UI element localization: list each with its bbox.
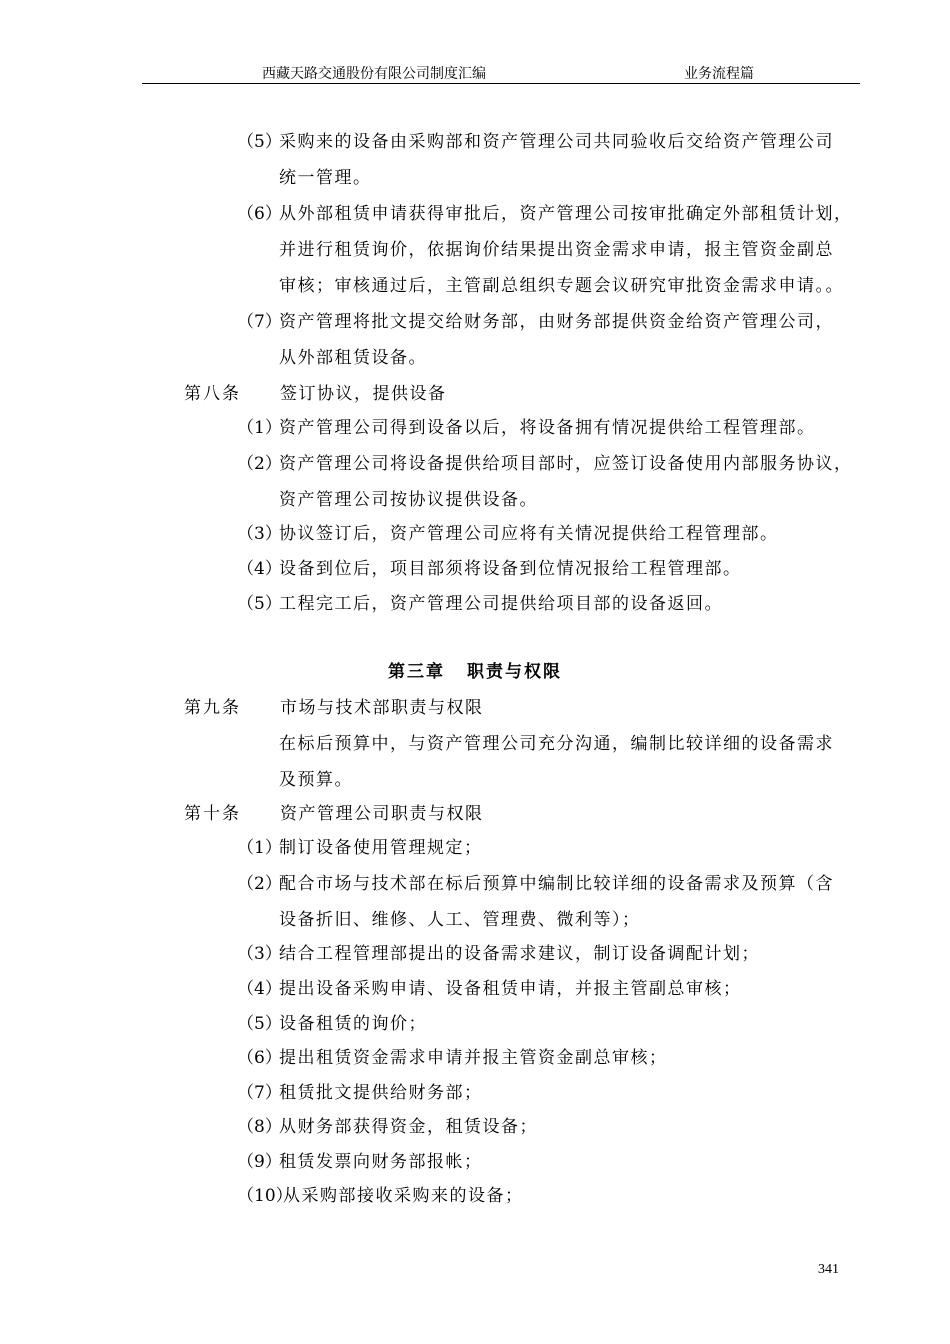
item-7 [237, 307, 834, 332]
item-text: 结合工程管理部提出的设备需求建议，制订设备调配计划； [279, 944, 760, 964]
article-9-text: 在标后预算中，与资产管理公司充分沟通，编制比较详细的设备需求 [279, 734, 834, 754]
article-10-heading [184, 799, 484, 824]
article-10-item-2-continued: 设备折旧、维修、人工、管理费、微利等）； [279, 910, 641, 930]
article-8-item-1 [237, 413, 816, 438]
item-number: （8） [237, 1117, 282, 1137]
article-label: 第十条 [184, 804, 241, 824]
article-label: 第九条 [184, 698, 241, 718]
item-number: （9） [237, 1152, 282, 1172]
article-10-item-9 [237, 1147, 483, 1172]
article-10-item-1 [237, 833, 483, 858]
item-number: （1） [237, 418, 282, 438]
article-8-item-2-continued: 资产管理公司按协议提供设备。 [279, 490, 538, 510]
item-6 [237, 199, 853, 224]
item-text: 从外部租赁申请获得审批后，资产管理公司按审批确定外部租赁计划， [279, 204, 853, 224]
article-title: 签订协议，提供设备 [280, 384, 447, 404]
article-10-item-7 [237, 1078, 483, 1103]
article-10-item-6 [237, 1043, 668, 1068]
item-text: 从财务部获得资金，租赁设备； [279, 1117, 538, 1137]
article-9-heading [184, 693, 484, 718]
item-number: （2） [237, 454, 282, 474]
article-10-item-5 [237, 1009, 427, 1034]
item-number: （7） [237, 1083, 282, 1103]
article-8-item-2 [237, 449, 853, 474]
item-7-continued: 从外部租赁设备。 [279, 348, 427, 368]
item-text: 采购来的设备由采购部和资产管理公司共同验收后交给资产管理公司 [279, 132, 834, 152]
item-text: 资产管理公司得到设备以后，将设备拥有情况提供给工程管理部。 [279, 418, 816, 438]
chapter-number: 第三章 [388, 662, 445, 682]
item-number: （2） [237, 874, 282, 894]
item-6-continued: 并进行租赁询价，依据询价结果提出资金需求申请，报主管资金副总 [279, 240, 834, 260]
item-text: 设备租赁的询价； [279, 1014, 427, 1034]
item-text: 提出设备采购申请、设备租赁申请，并报主管副总审核； [279, 979, 742, 999]
item-number: （3） [237, 524, 282, 544]
item-number: （10） [237, 1186, 293, 1206]
article-8-heading [184, 379, 447, 404]
item-number: （5） [237, 1014, 282, 1034]
article-10-item-10 [237, 1181, 524, 1206]
article-8-item-4 [237, 554, 742, 579]
article-10-item-2 [237, 869, 834, 894]
item-number: （7） [237, 312, 282, 332]
chapter-title: 职责与权限 [467, 662, 562, 682]
item-5-continued: 统一管理。 [279, 168, 372, 188]
item-text: 配合市场与技术部在标后预算中编制比较详细的设备需求及预算（含 [279, 874, 834, 894]
item-6-continued: 审核；审核通过后，主管副总组织专题会议研究审批资金需求申请。。 [279, 276, 844, 296]
item-text: 资产管理将批文提交给财务部，由财务部提供资金给资产管理公司， [279, 312, 834, 332]
item-number: （4） [237, 559, 282, 579]
article-8-item-5 [237, 589, 723, 614]
item-text: 租赁批文提供给财务部； [279, 1083, 483, 1103]
header-section-title: 业务流程篇 [684, 66, 754, 82]
item-number: （5） [237, 132, 282, 152]
item-text: 租赁发票向财务部报帐； [279, 1152, 483, 1172]
article-label: 第八条 [184, 384, 241, 404]
item-text: 资产管理公司将设备提供给项目部时，应签订设备使用内部服务协议， [279, 454, 853, 474]
item-text: 提出租赁资金需求申请并报主管资金副总审核； [279, 1048, 668, 1068]
article-title: 资产管理公司职责与权限 [280, 804, 484, 824]
article-9-text-continued: 及预算。 [279, 770, 353, 790]
item-text: 从采购部接收采购来的设备； [283, 1186, 524, 1206]
article-title: 市场与技术部职责与权限 [280, 698, 484, 718]
item-text: 制订设备使用管理规定； [279, 838, 483, 858]
item-number: （5） [237, 594, 282, 614]
header-company-title: 西藏天路交通股份有限公司制度汇编 [262, 66, 486, 82]
item-text: 设备到位后，项目部须将设备到位情况报给工程管理部。 [279, 559, 742, 579]
article-10-item-4 [237, 974, 742, 999]
item-text: 工程完工后，资产管理公司提供给项目部的设备返回。 [279, 594, 723, 614]
item-number: （6） [237, 204, 282, 224]
article-10-item-8 [237, 1112, 538, 1137]
item-number: （4） [237, 979, 282, 999]
item-5 [237, 127, 834, 152]
item-text: 协议签订后，资产管理公司应将有关情况提供给工程管理部。 [279, 524, 779, 544]
page-number: 341 [818, 1262, 839, 1277]
chapter-heading [0, 657, 950, 682]
article-10-item-3 [237, 939, 760, 964]
article-8-item-3 [237, 519, 779, 544]
item-number: （6） [237, 1048, 282, 1068]
item-number: （3） [237, 944, 282, 964]
item-number: （1） [237, 838, 282, 858]
